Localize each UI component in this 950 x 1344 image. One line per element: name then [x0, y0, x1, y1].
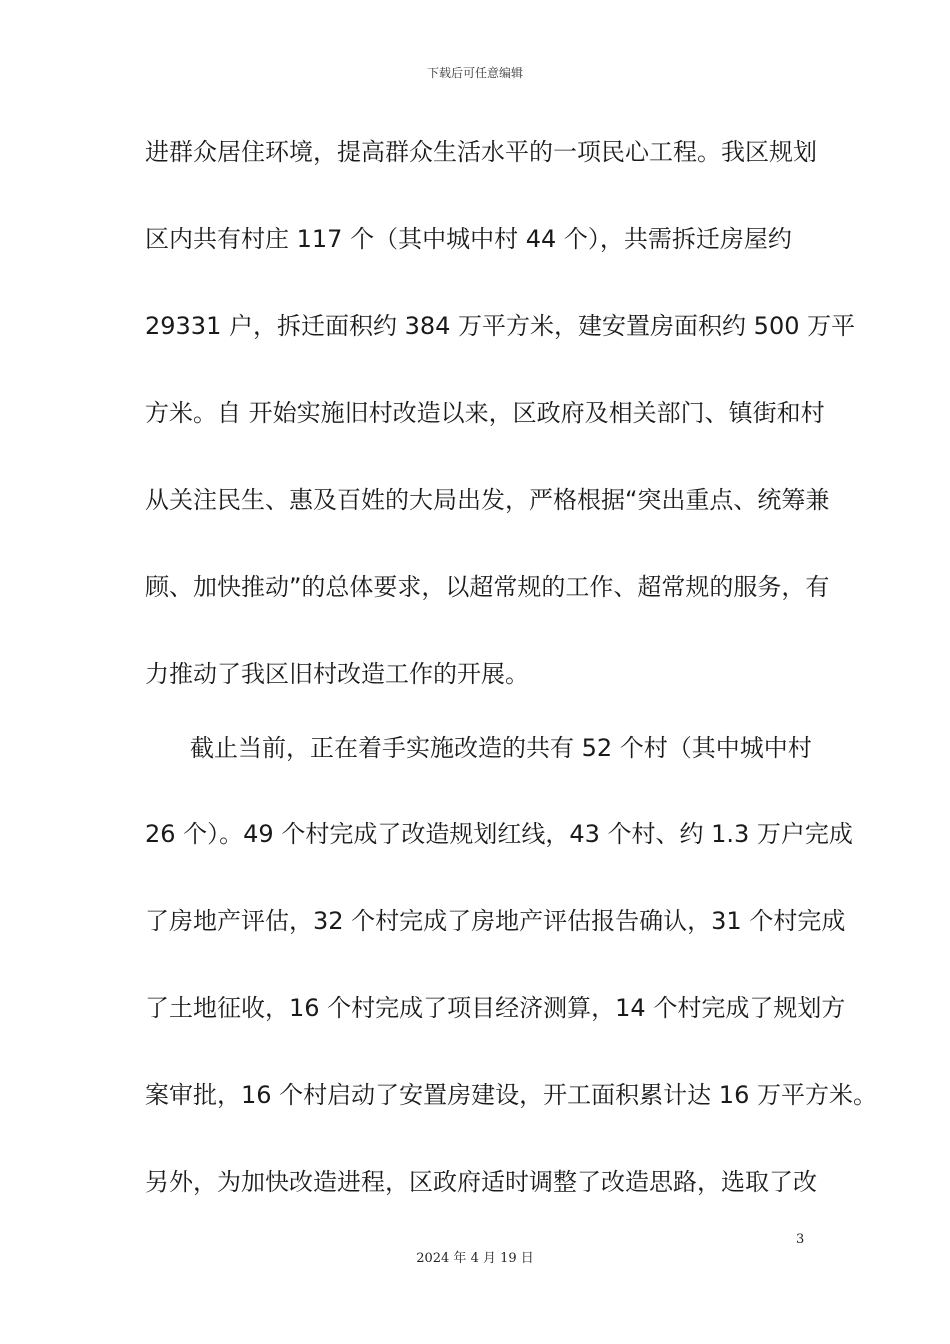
- footer-date: 2024 年 4 月 19 日: [416, 1251, 534, 1266]
- body-line-11: 了土地征收，16 个村完成了项目经济测算，14 个村完成了规划方: [145, 994, 846, 1022]
- body-line-7: 力推动了我区旧村改造工作的开展。: [145, 660, 529, 688]
- body-line-8-paragraph-start: 截止当前，正在着手实施改造的共有 52 个村（其中城中村: [190, 734, 812, 762]
- body-line-6: 顾、加快推动”的总体要求，以超常规的工作、超常规的服务，有: [145, 573, 830, 601]
- body-line-3: 29331 户，拆迁面积约 384 万平方米，建安置房面积约 500 万平: [145, 312, 856, 340]
- body-line-5: 从关注民生、惠及百姓的大局出发，严格根据“突出重点、统筹兼: [145, 486, 830, 514]
- body-line-4: 方米。自 开始实施旧村改造以来，区政府及相关部门、镇街和村: [145, 399, 825, 427]
- body-line-12: 案审批，16 个村启动了安置房建设，开工面积累计达 16 万平方米。: [145, 1081, 877, 1109]
- page-number: 3: [796, 1232, 805, 1247]
- body-line-13: 另外，为加快改造进程，区政府适时调整了改造思路，选取了改: [145, 1168, 817, 1196]
- body-line-1: 进群众居住环境，提高群众生活水平的一项民心工程。我区规划: [145, 138, 817, 166]
- body-line-10: 了房地产评估，32 个村完成了房地产评估报告确认，31 个村完成: [145, 907, 846, 935]
- body-line-2: 区内共有村庄 117 个（其中城中村 44 个），共需拆迁房屋约: [145, 225, 792, 253]
- page-header: 下载后可任意编辑: [426, 66, 523, 80]
- body-line-9: 26 个）。49 个村完成了改造规划红线，43 个村、约 1.3 万户完成: [145, 820, 853, 848]
